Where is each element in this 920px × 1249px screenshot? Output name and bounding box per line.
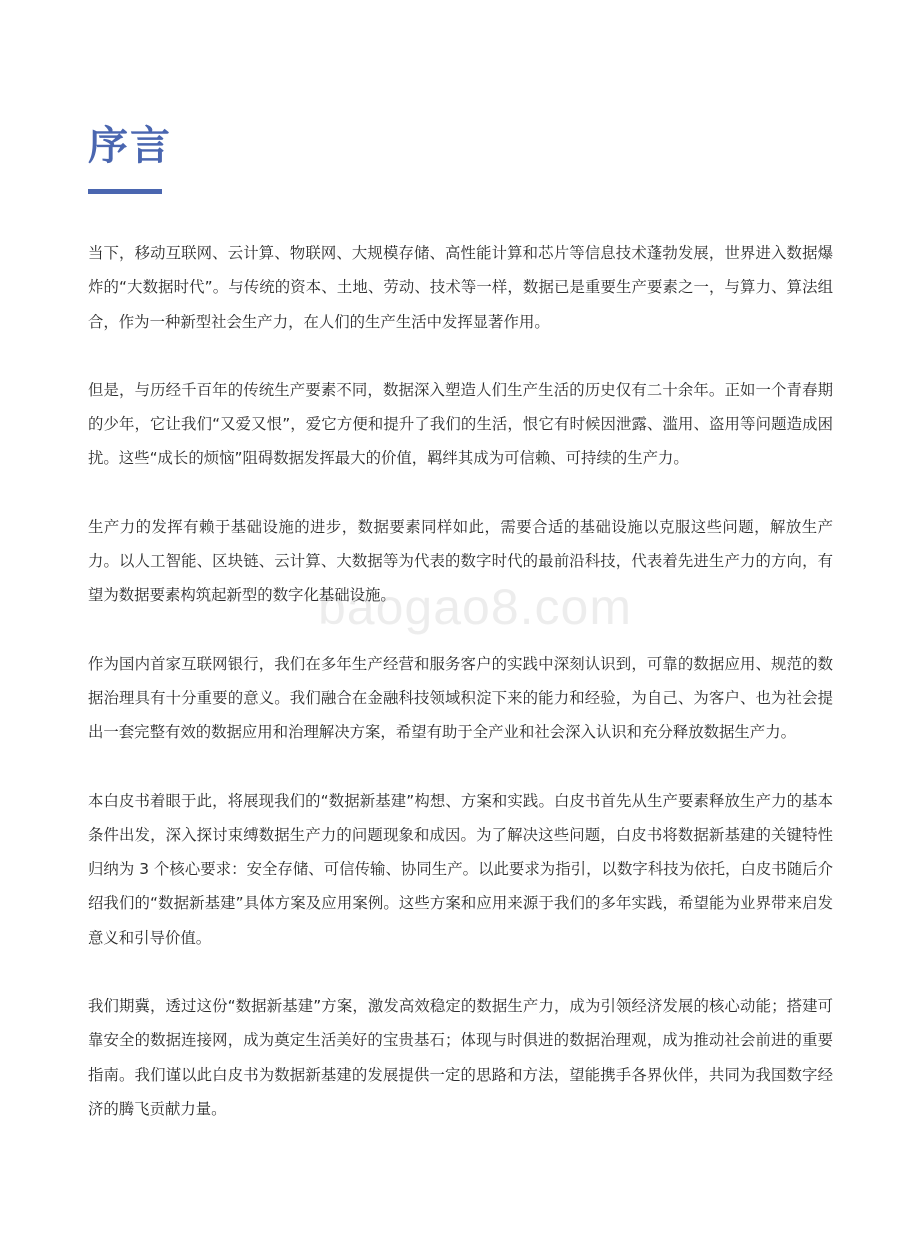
paragraph-4: 作为国内首家互联网银行，我们在多年生产经营和服务客户的实践中深刻认识到，可靠的数据应用、规范的数据治理具有十分重要的意义。我们融合在金融科技领域积淀下来的能力和经验，为自己、为客户、也为社会提出一套完整有效的数据应用和治理解决方案，希望有助于全产业和社会深入认识和充分释放数据生产力。 (88, 654, 833, 742)
preface-body (88, 236, 833, 1160)
watermark-text: baogao8.com (318, 579, 633, 635)
paragraph-1: 当下，移动互联网、云计算、物联网、大规模存储、高性能计算和芯片等信息技术蓬勃发展，世界进入数据爆炸的“大数据时代”。与传统的资本、土地、劳动、技术等一样，数据已是重要生产要素之一，与算力、算法组合，作为一种新型社会生产力，在人们的生产生活中发挥显著作用。 (88, 244, 833, 331)
page-title: 序言 (88, 123, 172, 169)
paragraph-2: 但是，与历经千百年的传统生产要素不同，数据深入塑造人们生产生活的历史仅有二十余年。正如一个青春期的少年，它让我们“又爱又恨”，爱它方便和提升了我们的生活，恨它有时候因泄露、滥用、盗用等问题造成困扰。这些“成长的烦恼”阻碍数据发挥最大的价值，羁绊其成为可信赖、可持续的生产力。 (88, 380, 833, 468)
paragraph-3: 生产力的发挥有赖于基础设施的进步，数据要素同样如此，需要合适的基础设施以克服这些问题，解放生产力。以人工智能、区块链、云计算、大数据等为代表的数字时代的最前沿科技，代表着先进生产力的方向，有望为数据要素构筑起新型的数字化基础设施。 (88, 517, 833, 605)
paragraph-5: 本白皮书着眼于此，将展现我们的“数据新基建”构想、方案和实践。白皮书首先从生产要素释放生产力的基本条件出发，深入探讨束缚数据生产力的问题现象和成因。为了解决这些问题，白皮书将数据新基建的关键特性归纳为 3 个核心要求：安全存储、可信传输、协同生产。以此要求为指引，以数字科技为依托，白皮书随后介绍我们的“数据新基建”具体方案及应用案例。这些方案和应用来源于我们的多年实践，希望能为业界带来启发意义和引导价值。 (88, 791, 833, 947)
title-underline (88, 189, 162, 194)
paragraph-6: 我们期冀，透过这份“数据新基建”方案，激发高效稳定的数据生产力，成为引领经济发展的核心动能；搭建可靠安全的数据连接网，成为奠定生活美好的宝贵基石；体现与时俱进的数据治理观，成为推动社会前进的重要指南。我们谨以此白皮书为数据新基建的发展提供一定的思路和方法，望能携手各界伙伴，共同为我国数字经济的腾飞贡献力量。 (88, 997, 833, 1118)
